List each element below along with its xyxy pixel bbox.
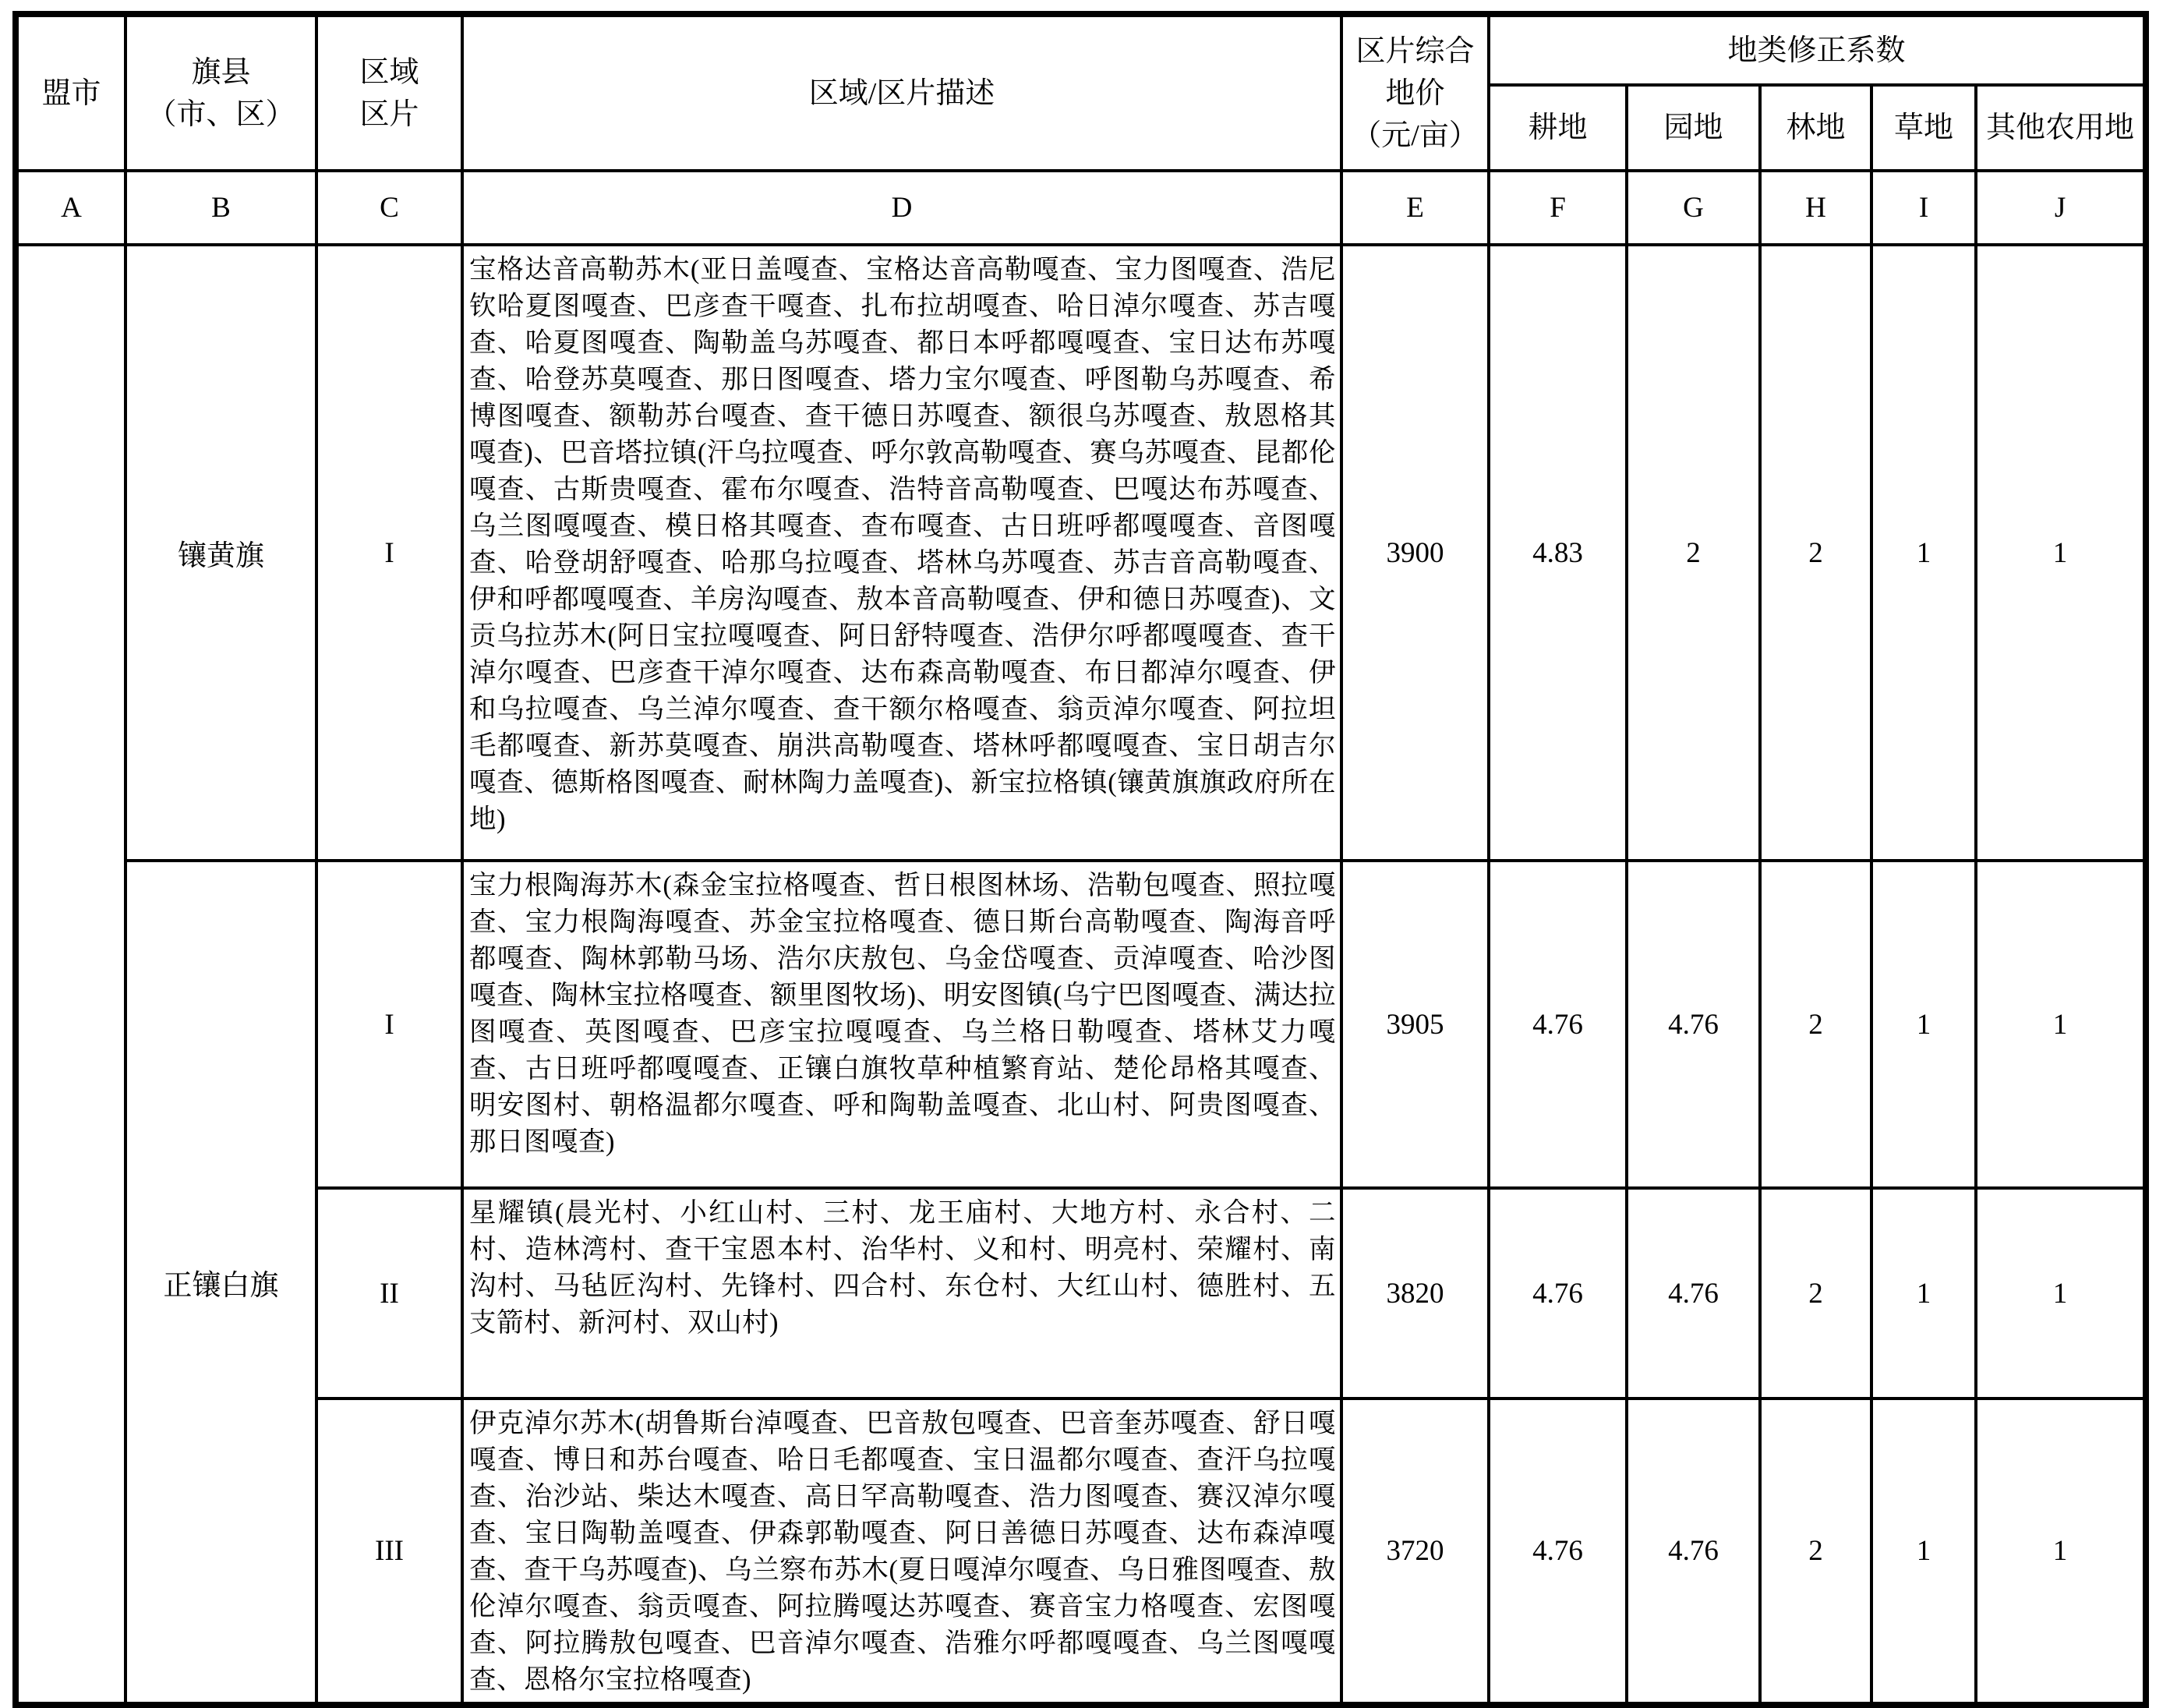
garden-coef-cell: 4.76 [1627, 1399, 1760, 1705]
farmland-coef-cell: 4.76 [1489, 1399, 1627, 1705]
garden-coef-cell: 2 [1627, 245, 1760, 861]
header-county-line2: （市、区） [147, 97, 295, 131]
grass-coef-cell: 1 [1871, 861, 1976, 1188]
price-cell: 3905 [1341, 861, 1489, 1188]
header-league: 盟市 [16, 14, 125, 171]
header-price-line3: （元/亩） [1352, 118, 1479, 152]
forest-coef-cell: 2 [1760, 1399, 1871, 1705]
header-farmland: 耕地 [1489, 85, 1627, 171]
header-description: 区域/区片描述 [462, 14, 1341, 171]
column-letter-j: J [1976, 171, 2146, 245]
description-cell: 宝力根陶海苏木(森金宝拉格嘎查、哲日根图林场、浩勒包嘎查、照拉嘎查、宝力根陶海嘎查、苏金宝拉格嘎查、德日斯台高勒嘎查、陶海音呼都嘎查、陶林郭勒马场、浩尔庆敖包、乌金岱嘎查、贡淖嘎查、哈沙图嘎查、陶林宝拉格嘎查、额里图牧场)、明安图镇(乌宁巴图嘎查、满达拉图嘎查、英图嘎查、巴彦宝拉嘎嘎查、乌兰格日勒嘎查、塔林艾力嘎查、古日班呼都嘎嘎查、正镶白旗牧草种植繁育站、楚伦昂格其嘎查、明安图村、朝格温都尔嘎查、呼和陶勒盖嘎查、北山村、阿贵图嘎查、那日图嘎查) [462, 861, 1341, 1188]
column-letter-e: E [1341, 171, 1489, 245]
header-county-line1: 旗县 [191, 55, 251, 89]
header-garden: 园地 [1627, 85, 1760, 171]
header-price-line2: 地价 [1385, 76, 1445, 110]
zone-cell: II [316, 1188, 462, 1399]
column-letter-b: B [125, 171, 316, 245]
description-cell: 星耀镇(晨光村、小红山村、三村、龙王庙村、大地方村、永合村、二村、造林湾村、查干宝恩本村、治华村、义和村、明亮村、荣耀村、南沟村、马毡匠沟村、先锋村、四合村、东仓村、大红山村、德胜村、五支箭村、新河村、双山村) [462, 1188, 1341, 1399]
grass-coef-cell: 1 [1871, 1188, 1976, 1399]
other-coef-cell: 1 [1976, 861, 2146, 1188]
column-letter-f: F [1489, 171, 1627, 245]
table-row-zhengxiangbaiqi-1 [16, 861, 2146, 1188]
forest-coef-cell: 2 [1760, 1188, 1871, 1399]
farmland-coef-cell: 4.76 [1489, 1188, 1627, 1399]
column-letter-i: I [1871, 171, 1976, 245]
header-zone-line2: 区片 [359, 97, 419, 131]
header-grass: 草地 [1871, 85, 1976, 171]
farmland-coef-cell: 4.76 [1489, 861, 1627, 1188]
header-forest: 林地 [1760, 85, 1871, 171]
league-cell [16, 245, 125, 1705]
header-price [1341, 14, 1489, 171]
column-letter-c: C [316, 171, 462, 245]
header-other-farmland: 其他农用地 [1976, 85, 2146, 171]
table-row-xianghuangqi-1 [16, 245, 2146, 861]
column-letter-d: D [462, 171, 1341, 245]
forest-coef-cell: 2 [1760, 245, 1871, 861]
county-cell-xianghuangqi: 镶黄旗 [125, 245, 316, 861]
description-cell: 伊克淖尔苏木(胡鲁斯台淖嘎查、巴音敖包嘎查、巴音奎苏嘎查、舒日嘎嘎查、博日和苏台嘎查、哈日毛都嘎查、宝日温都尔嘎查、查汗乌拉嘎查、治沙站、柴达木嘎查、高日罕高勒嘎查、浩力图嘎查、赛汉淖尔嘎查、宝日陶勒盖嘎查、伊森郭勒嘎查、阿日善德日苏嘎查、达布森淖嘎查、查干乌苏嘎查)、乌兰察布苏木(夏日嘎淖尔嘎查、乌日雅图嘎查、敖伦淖尔嘎查、翁贡嘎查、阿拉腾嘎达苏嘎查、赛音宝力格嘎查、宏图嘎查、阿拉腾敖包嘎查、巴音淖尔嘎查、浩雅尔呼都嘎嘎查、乌兰图嘎嘎查、恩格尔宝拉格嘎查) [462, 1399, 1341, 1705]
header-coefficient-group: 地类修正系数 [1489, 14, 2146, 85]
column-letter-row [16, 171, 2146, 245]
column-letter-h: H [1760, 171, 1871, 245]
table-row-zhengxiangbaiqi-3 [16, 1399, 2146, 1705]
other-coef-cell: 1 [1976, 1188, 2146, 1399]
land-price-zone-table [12, 11, 2149, 1708]
column-letter-a: A [16, 171, 125, 245]
grass-coef-cell: 1 [1871, 1399, 1976, 1705]
zone-cell: III [316, 1399, 462, 1705]
column-letter-g: G [1627, 171, 1760, 245]
forest-coef-cell: 2 [1760, 861, 1871, 1188]
county-cell-zhengxiangbaiqi: 正镶白旗 [125, 861, 316, 1705]
description-cell: 宝格达音高勒苏木(亚日盖嘎查、宝格达音高勒嘎查、宝力图嘎查、浩尼钦哈夏图嘎查、巴彦查干嘎查、扎布拉胡嘎查、哈日淖尔嘎查、苏吉嘎查、哈夏图嘎查、陶勒盖乌苏嘎查、都日本呼都嘎嘎查、宝日达布苏嘎查、哈登苏莫嘎查、那日图嘎查、塔力宝尔嘎查、呼图勒乌苏嘎查、希博图嘎查、额勒苏台嘎查、查干德日苏嘎查、额很乌苏嘎查、敖恩格其嘎查)、巴音塔拉镇(汗乌拉嘎查、呼尔敦高勒嘎查、赛乌苏嘎查、昆都伦嘎查、古斯贵嘎查、霍布尔嘎查、浩特音高勒嘎查、巴嘎达布苏嘎查、乌兰图嘎嘎查、模日格其嘎查、查布嘎查、古日班呼都嘎嘎查、音图嘎查、哈登胡舒嘎查、哈那乌拉嘎查、塔林乌苏嘎查、苏吉音高勒嘎查、伊和呼都嘎嘎查、羊房沟嘎查、敖本音高勒嘎查、伊和德日苏嘎查)、文贡乌拉苏木(阿日宝拉嘎嘎查、阿日舒特嘎查、浩伊尔呼都嘎嘎查、查干淖尔嘎查、巴彦查干淖尔嘎查、达布森高勒嘎查、布日都淖尔嘎查、伊和乌拉嘎查、乌兰淖尔嘎查、查干额尔格嘎查、翁贡淖尔嘎查、阿拉坦毛都嘎查、新苏莫嘎查、崩洪高勒嘎查、塔林呼都嘎嘎查、宝日胡吉尔嘎查、德斯格图嘎查、耐林陶力盖嘎查)、新宝拉格镇(镶黄旗旗政府所在地) [462, 245, 1341, 861]
price-cell: 3720 [1341, 1399, 1489, 1705]
table-row-zhengxiangbaiqi-2 [16, 1188, 2146, 1399]
header-county [125, 14, 316, 171]
grass-coef-cell: 1 [1871, 245, 1976, 861]
zone-cell: I [316, 245, 462, 861]
other-coef-cell: 1 [1976, 1399, 2146, 1705]
price-cell: 3820 [1341, 1188, 1489, 1399]
price-cell: 3900 [1341, 245, 1489, 861]
header-row-1 [16, 14, 2146, 85]
garden-coef-cell: 4.76 [1627, 1188, 1760, 1399]
farmland-coef-cell: 4.83 [1489, 245, 1627, 861]
garden-coef-cell: 4.76 [1627, 861, 1760, 1188]
other-coef-cell: 1 [1976, 245, 2146, 861]
zone-cell: I [316, 861, 462, 1188]
header-zone-line1: 区域 [359, 55, 419, 89]
header-price-line1: 区片综合 [1355, 34, 1475, 68]
header-zone [316, 14, 462, 171]
